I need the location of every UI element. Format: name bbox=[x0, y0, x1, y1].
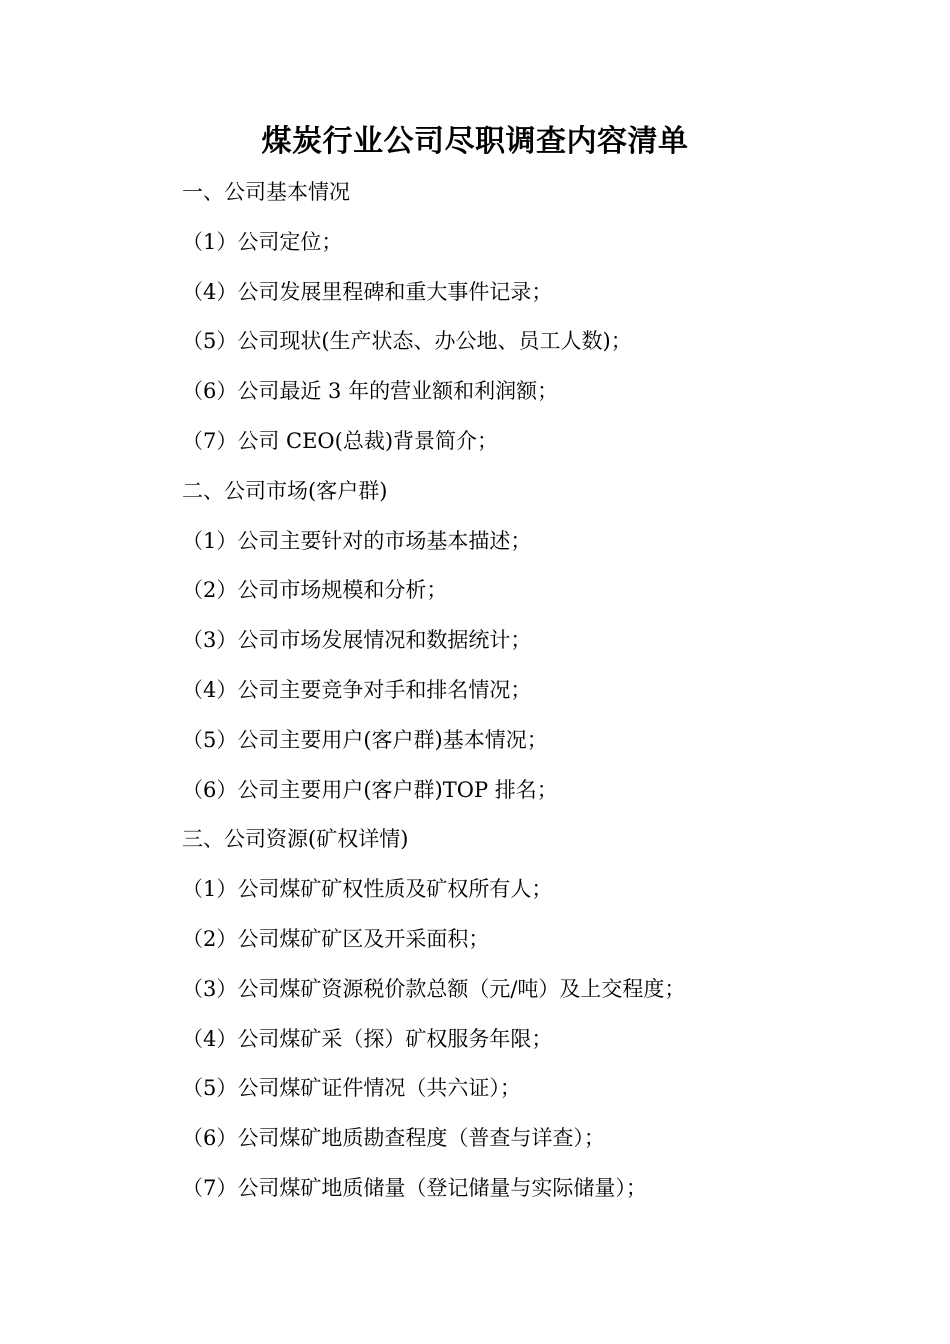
document-body bbox=[182, 168, 902, 1214]
list-item: （6）公司主要用户(客户群)TOP 排名； bbox=[182, 777, 558, 802]
list-item: （4）公司主要竞争对手和排名情况； bbox=[182, 677, 532, 702]
list-item: （6）公司最近 3 年的营业额和利润额； bbox=[182, 379, 559, 404]
section-heading-basic-info: 一、公司基本情况 bbox=[182, 180, 350, 204]
list-item: （5）公司煤矿证件情况（共六证）； bbox=[182, 1076, 521, 1101]
list-item: （5）公司主要用户(客户群)基本情况； bbox=[182, 727, 548, 752]
list-item: （1）公司煤矿矿权性质及矿权所有人； bbox=[182, 877, 553, 902]
list-item: （1）公司定位； bbox=[182, 229, 343, 254]
list-item: （4）公司发展里程碑和重大事件记录； bbox=[182, 279, 553, 304]
list-item: （1）公司主要针对的市场基本描述； bbox=[182, 528, 532, 553]
list-item: （4）公司煤矿采（探）矿权服务年限； bbox=[182, 1026, 553, 1051]
list-item: （3）公司煤矿资源税价款总额（元/吨）及上交程度； bbox=[182, 976, 686, 1001]
document-title: 煤炭行业公司尽职调查内容清单 bbox=[261, 124, 689, 159]
list-item: （6）公司煤矿地质勘查程度（普查与详查）； bbox=[182, 1126, 605, 1151]
list-item: （5）公司现状(生产状态、办公地、员工人数)； bbox=[182, 329, 632, 354]
list-item: （7）公司煤矿地质储量（登记储量与实际储量）； bbox=[182, 1175, 647, 1200]
section-heading-market: 二、公司市场(客户群) bbox=[182, 478, 388, 503]
section-heading-resources: 三、公司资源(矿权详情) bbox=[182, 827, 409, 852]
list-item: （2）公司煤矿矿区及开采面积； bbox=[182, 926, 490, 951]
list-item: （2）公司市场规模和分析； bbox=[182, 578, 448, 603]
list-item: （3）公司市场发展情况和数据统计； bbox=[182, 628, 532, 653]
list-item: （7）公司 CEO(总裁)背景简介； bbox=[182, 428, 499, 453]
